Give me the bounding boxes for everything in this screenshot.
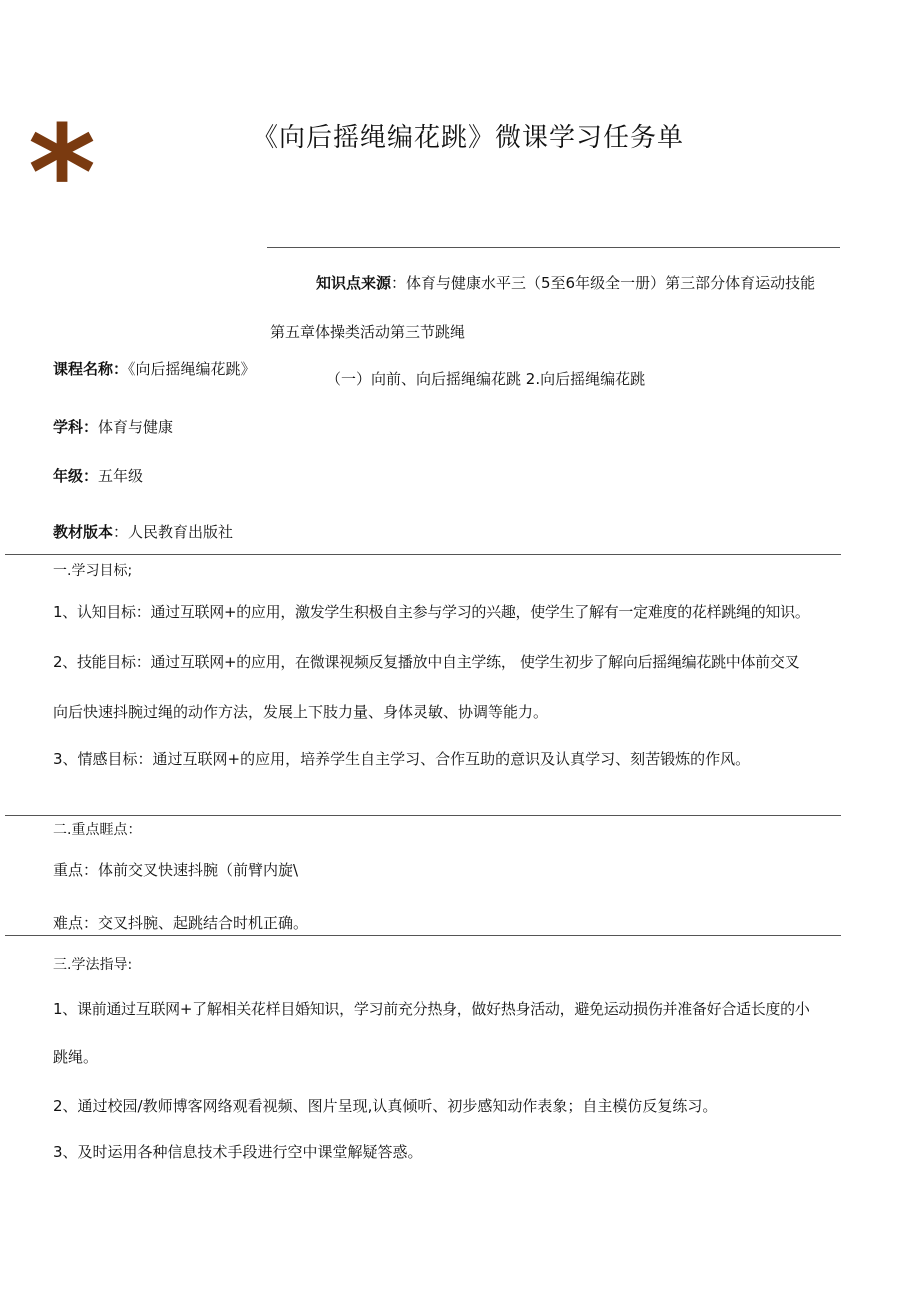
goal-item-1: 1、认知目标：通过互联网+的应用，激发学生积极自主参与学习的兴趣，使学生了解有一定难度的花样跳绳的知识。 — [53, 603, 810, 621]
source-text-1: ：体育与健康水平三（5至6年级全一册）第三部分体育运动技能 — [391, 274, 816, 292]
methods-heading: 三.学法指导: — [53, 957, 133, 973]
grade-value: 五年级 — [98, 467, 144, 485]
method-item-3: 3、及时运用各种信息技术手段进行空中课堂解疑答惑。 — [53, 1143, 423, 1161]
edition-row — [53, 521, 233, 543]
key-point: 重点：体前交叉快速抖腕（前臂内旋\ — [53, 861, 299, 879]
source-line-3: （一）向前、向后摇绳编花跳 2.向后摇绳编花跳 — [326, 370, 646, 388]
subject-value: 体育与健康 — [98, 418, 174, 436]
asterisk-icon: * — [28, 97, 96, 249]
edition-label: 教材版本 — [53, 523, 114, 541]
subject-label: 学科： — [53, 418, 99, 436]
difficult-point: 难点：交叉抖腕、起跳结合时机正确。 — [53, 914, 309, 932]
grade-row — [53, 465, 143, 487]
section-divider-3 — [5, 935, 841, 936]
goal-item-3: 3、情感目标：通过互联网+的应用，培养学生自主学习、合作互助的意识及认真学习、刻苦锻炼的作风。 — [53, 750, 751, 768]
method-item-2: 2、通过校园/教师博客网络观看视频、图片呈现,认真倾听、初步感知动作表象；自主模仿反复练习。 — [53, 1097, 718, 1115]
course-name-label: 课程名称： — [53, 360, 129, 378]
source-line-1 — [316, 272, 815, 294]
section-divider-1 — [5, 554, 841, 555]
section-divider-2 — [5, 815, 841, 816]
keypoints-heading: 二.重点睚点： — [53, 822, 142, 838]
source-line-2: 第五章体操类活动第三节跳绳 — [270, 323, 466, 341]
source-label: 知识点来源 — [316, 274, 392, 292]
method-item-1-line-2: 跳绳。 — [53, 1048, 99, 1066]
grade-label: 年级： — [53, 467, 99, 485]
method-item-1-line-1: 1、课前通过互联网+了解相关花样目婚知识，学习前充分热身，做好热身活动，避免运动损伤并准备好合适长度的小 — [53, 1000, 810, 1018]
goal-item-2-line-1: 2、技能目标：通过互联网+的应用，在微课视频反复播放中自主学练， 使学生初步了解向后摇绳编花跳中体前交叉 — [53, 653, 800, 671]
goal-item-2-line-2: 向后快速抖腕过绳的动作方法，发展上下肢力量、身体灵敏、协调等能力。 — [53, 703, 549, 721]
course-name-value: 《向后摇绳编花跳》 — [128, 360, 256, 378]
edition-value: ：人民教育出版社 — [113, 523, 234, 541]
subject-row — [53, 416, 173, 438]
title-divider — [267, 247, 840, 248]
page-title: 《向后摇绳编花跳》微课学习任务单 — [252, 123, 685, 153]
goals-heading: 一.学习目标; — [53, 563, 133, 579]
course-name-row — [53, 358, 256, 380]
